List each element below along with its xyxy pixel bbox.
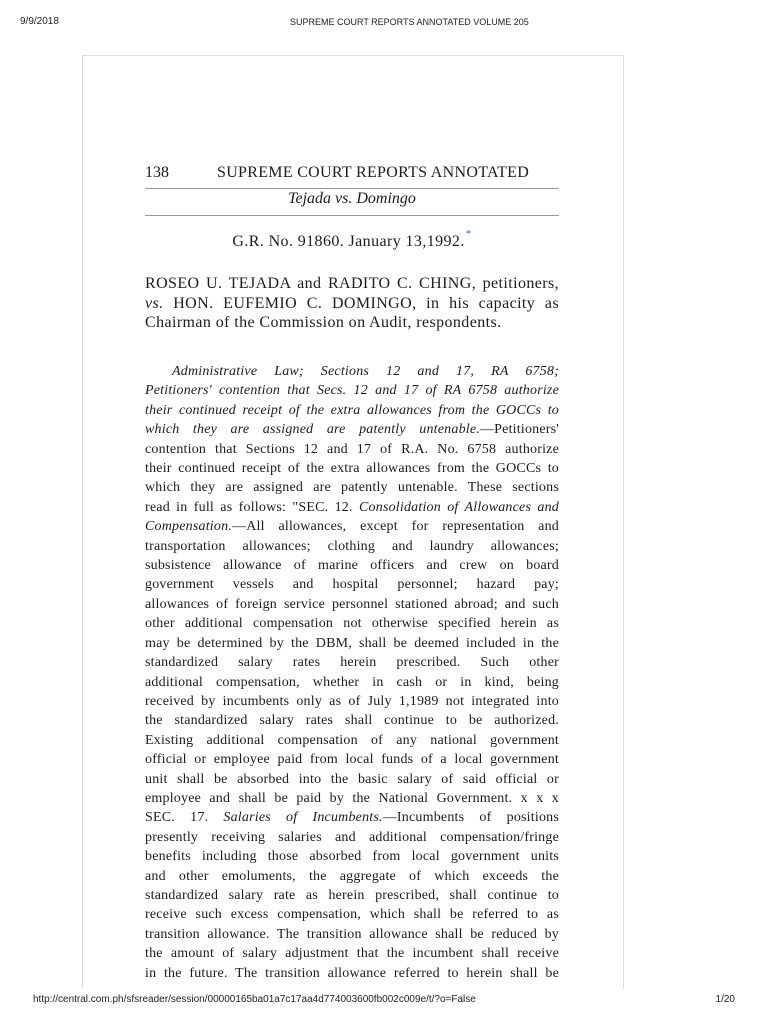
syllabus-text: in the future. The transition allowance referred to herein shall be <box>145 965 559 981</box>
syllabus-text: other additional compensation not otherwise specified herein as <box>145 616 559 632</box>
syllabus-text: which they are assigned are patently untenable. These sections <box>145 480 559 496</box>
syllabus-line <box>145 517 559 536</box>
syllabus-text: SEC. 17. <box>145 810 224 826</box>
syllabus-line <box>145 478 559 497</box>
parties-text: ROSEO U. TEJADA and RADITO C. CHING, petitioners, <box>145 275 559 292</box>
syllabus-line <box>145 537 559 556</box>
syllabus-text: benefits including those absorbed from local government units <box>145 849 559 865</box>
syllabus-line <box>145 964 559 983</box>
print-title: SUPREME COURT REPORTS ANNOTATED VOLUME 205 <box>290 17 529 27</box>
syllabus-italic-text: their continued receipt of the extra allowances from the GOCCs to <box>145 402 559 418</box>
syllabus-text: Existing additional compensation of any national government <box>145 732 559 748</box>
syllabus-line <box>145 692 559 711</box>
syllabus-line <box>145 789 559 808</box>
syllabus-block <box>145 362 559 983</box>
syllabus-italic-text: Petitioners' contention that Secs. 12 and 17 of RA 6758 authorize <box>145 383 559 399</box>
page-number: 138 <box>145 164 169 181</box>
syllabus-text: the standardized salary rates shall continue to be authorized. <box>145 713 559 729</box>
syllabus-text: allowances of foreign service personnel stationed abroad; and such <box>145 596 559 612</box>
syllabus-line <box>145 925 559 944</box>
syllabus-text: official or employee paid from local funds of a local government <box>145 752 559 768</box>
parties-italic-text: vs. <box>145 294 164 312</box>
syllabus-line <box>145 614 559 633</box>
syllabus-line <box>145 867 559 886</box>
syllabus-line <box>145 401 559 420</box>
syllabus-text: standardized salary rates herein prescribed. Such other <box>145 655 559 671</box>
syllabus-text: read in full as follows: "SEC. 12. <box>145 499 359 515</box>
syllabus-line <box>145 828 559 847</box>
syllabus-italic-text: Administrative Law; Sections 12 and 17, RA 6758; <box>172 364 559 379</box>
document-page <box>82 55 624 989</box>
syllabus-line <box>145 556 559 575</box>
case-number-line <box>145 228 559 252</box>
syllabus-line <box>145 886 559 905</box>
parties-block <box>145 274 559 333</box>
syllabus-line <box>145 595 559 614</box>
syllabus-text: presently receiving salaries and additional compensation/fringe <box>145 829 559 845</box>
running-title: SUPREME COURT REPORTS ANNOTATED <box>217 164 530 181</box>
parties-text: Chairman of the Commission on Audit, respondents. <box>145 314 502 331</box>
syllabus-line <box>145 673 559 692</box>
syllabus-text: employee and shall be paid by the National Government. x x x <box>145 790 559 806</box>
syllabus-text: unit shall be absorbed into the basic salary of said official or <box>145 771 559 787</box>
parties-text: HON. EUFEMIO C. DOMINGO, in his capacity as <box>163 294 559 312</box>
syllabus-text: receive such excess compensation, which shall be referred to as <box>145 907 559 923</box>
syllabus-line <box>145 731 559 750</box>
syllabus-line <box>145 653 559 672</box>
syllabus-text: and other emoluments, the aggregate of which exceeds the <box>145 868 559 884</box>
page-content <box>145 56 559 989</box>
parties-line <box>145 294 559 314</box>
syllabus-line <box>145 808 559 827</box>
syllabus-line <box>145 750 559 769</box>
syllabus-line <box>145 944 559 963</box>
print-url: http://central.com.ph/sfsreader/session/00000165ba01a7c17aa4d774003600fb002c009e/t/?o=False <box>33 994 476 1005</box>
syllabus-line <box>145 711 559 730</box>
syllabus-line <box>145 459 559 478</box>
syllabus-italic-text: Compensation. <box>145 519 232 535</box>
syllabus-line <box>145 847 559 866</box>
syllabus-text: —Petitioners' <box>479 422 559 438</box>
syllabus-text: standardized salary rate as herein prescribed, shall continue to <box>145 887 559 903</box>
syllabus-text: —Incumbents of positions <box>382 810 559 826</box>
footnote-link[interactable]: * <box>465 228 472 240</box>
header-rule <box>145 188 559 189</box>
syllabus-line <box>145 905 559 924</box>
syllabus-line <box>145 634 559 653</box>
syllabus-line <box>145 381 559 400</box>
syllabus-text: transportation allowances; clothing and laundry allowances; <box>145 538 559 554</box>
parties-line <box>145 274 559 294</box>
syllabus-line <box>145 362 559 381</box>
syllabus-italic-text: Consolidation of Allowances and <box>359 499 559 515</box>
syllabus-text: subsistence allowance of marine officers and crew on board <box>145 558 559 574</box>
syllabus-text: additional compensation, whether in cash or in kind, being <box>145 674 559 690</box>
syllabus-text: may be determined by the DBM, shall be deemed included in the <box>145 635 559 651</box>
syllabus-italic-text: Salaries of Incumbents. <box>223 810 383 826</box>
syllabus-line <box>145 440 559 459</box>
syllabus-line <box>145 420 559 439</box>
case-short-title: Tejada vs. Domingo <box>288 190 416 207</box>
syllabus-text: transition allowance. The transition allowance shall be reduced by <box>145 926 559 942</box>
print-date: 9/9/2018 <box>20 16 59 27</box>
syllabus-line <box>145 575 559 594</box>
syllabus-text: government vessels and hospital personnel; hazard pay; <box>145 577 559 593</box>
syllabus-text: their continued receipt of the extra allowances from the GOCCs to <box>145 461 559 477</box>
syllabus-line <box>145 498 559 517</box>
case-number: G.R. No. 91860. January 13,1992. <box>232 233 465 250</box>
syllabus-line <box>145 770 559 789</box>
title-rule <box>145 215 559 216</box>
syllabus-italic-text: which they are assigned are patently untenable. <box>145 422 480 438</box>
syllabus-text: the amount of salary adjustment that the incumbent shall receive <box>145 946 559 962</box>
syllabus-text: contention that Sections 12 and 17 of R.A. No. 6758 authorize <box>145 441 559 457</box>
print-page-indicator: 1/20 <box>715 994 735 1005</box>
parties-line <box>145 313 559 333</box>
syllabus-text: —All allowances, except for representation and <box>232 519 559 535</box>
syllabus-text: received by incumbents only as of July 1,1989 not integrated into <box>145 693 559 709</box>
